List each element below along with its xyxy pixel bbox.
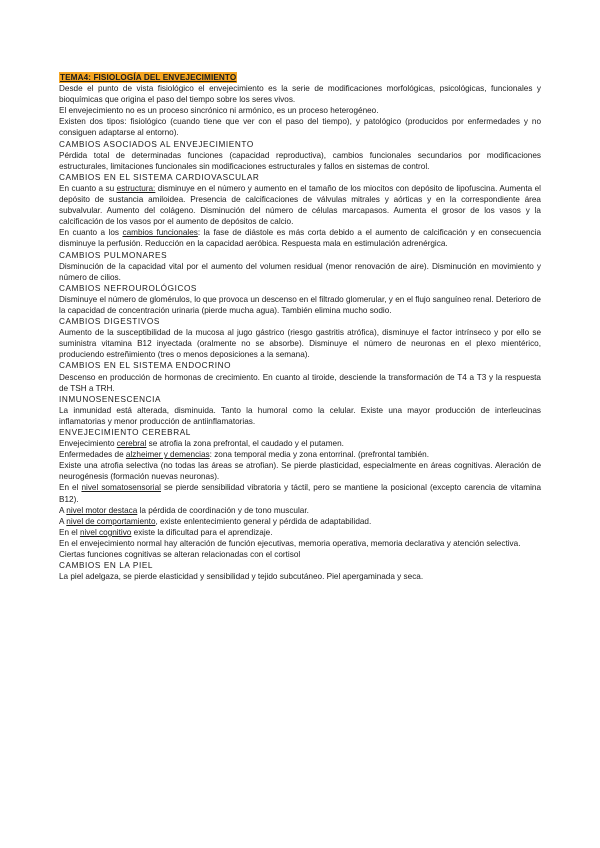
paragraph: Desde el punto de vista fisiológico el envejecimiento es la serie de modificaciones morfológicas, psicológicas, funcionales y bioquímicas que origina el paso del tiempo sobre los seres vivos. — [59, 84, 541, 105]
underlined-term: cambios funcionales — [122, 228, 198, 238]
paragraph: Aumento de la susceptibilidad de la mucosa al jugo gástrico (riesgo gastritis atrófica), disminuye el factor intrínseco y por ello se suministra vitamina B12 inyectada (oralmente no se absorbe). Disminuye el número de neuronas en el plexo mientérico, produciendo estreñimiento (tres o menos deposiciones a la semana). — [59, 328, 541, 360]
paragraph-text: existe la dificultad para el aprendizaje. — [131, 527, 273, 537]
paragraph-text: En el — [59, 527, 80, 537]
paragraph: La inmunidad está alterada, disminuida. Tanto la humoral como la celular. Existe una mayor producción de interleucinas inflamatorias y menor producción de antiinflamatorias. — [59, 405, 541, 426]
document-body — [59, 83, 541, 582]
paragraph: El envejecimiento no es un proceso sincrónico ni armónico, es un proceso heterogéneo. — [59, 106, 379, 116]
paragraph-text: disminuye en el número y aumento en el tamaño de los miocitos con depósito de lipofuscina. Aumenta el depósito de sustancia amiloidea. Presencia de calcificaciones de válvulas mitrales y aórticas y en la correspondiente área subvalvular. Aumento del colágeno. Disminución del número de células marcapasos. Aumenta el grosor de los vasos y la calcificación de los vasos por el aumento de depósitos de calcio. — [59, 183, 541, 227]
paragraph — [59, 438, 541, 449]
section-heading: CAMBIOS DIGESTIVOS — [59, 317, 160, 327]
document-title: TEMA4: FISIOLOGÍA DEL ENVEJECIMIENTO — [60, 73, 237, 82]
paragraph: Descenso en producción de hormonas de crecimiento. En cuanto al tiroide, desciende la transformación de T4 a T3 y la respuesta de TSH a TRH. — [59, 372, 541, 393]
paragraph: Disminuye el número de glomérulos, lo que provoca un descenso en el filtrado glomerular, y en el flujo sanguíneo renal. Deterioro de la capacidad de concentración urinaria (pierde mucha agua). También elimina mucho sodio. — [59, 294, 541, 315]
section-heading: CAMBIOS EN EL SISTEMA ENDOCRINO — [59, 361, 232, 371]
section-heading: CAMBIOS EN EL SISTEMA CARDIOVASCULAR — [59, 172, 260, 182]
paragraph: Disminución de la capacidad vital por el aumento del volumen residual (menor renovación de aire). Disminución en movimiento y número de cilios. — [59, 261, 541, 282]
paragraph-text: , existe enlentecimiento general y pérdida de adaptabilidad. — [155, 516, 372, 526]
paragraph: En el envejecimiento normal hay alteración de función ejecutivas, memoria operativa, memoria declarativa y atención selectiva. — [59, 538, 521, 548]
paragraph-text: la pérdida de coordinación y de tono muscular. — [137, 505, 309, 515]
section-heading: CAMBIOS ASOCIADOS AL ENVEJECIMIENTO — [59, 139, 254, 149]
paragraph-text: A — [59, 505, 67, 515]
paragraph — [59, 482, 541, 504]
paragraph-text: se pierde sensibilidad vibratoria y táctil, pero se mantiene la posicional (excepto carencia de vitamina B12). — [59, 483, 542, 504]
paragraph-text: se atrofia la zona prefrontal, el caudado y el putamen. — [146, 439, 344, 449]
underlined-term: nivel somatosensorial — [81, 483, 161, 493]
underlined-term: nivel motor destaca — [66, 505, 138, 515]
underlined-term: cerebral — [116, 439, 147, 449]
paragraph-text: A — [59, 516, 67, 526]
underlined-term: nivel cognitivo — [79, 527, 132, 537]
paragraph: La piel adelgaza, se pierde elasticidad y sensibilidad y tejido subcutáneo. Piel apergaminada y seca. — [59, 572, 424, 582]
paragraph-text: : la fase de diástole es más corta debido a el aumento de calcificación y en consecuencia disminuye la perfusión. Reducción en la capacidad aeróbica. Respuesta mala en estimulación adrenérgica. — [59, 228, 542, 249]
paragraph — [59, 183, 541, 227]
paragraph-text: En cuanto a los — [59, 228, 123, 238]
section-heading: CAMBIOS PULMONARES — [59, 250, 168, 260]
paragraph-text: En el — [59, 483, 82, 493]
section-heading: CAMBIOS NEFROUROLÓGICOS — [59, 283, 197, 293]
section-heading: INMUNOSENESCENCIA — [59, 394, 162, 404]
paragraph-text: En cuanto a su — [59, 183, 117, 193]
paragraph: Existen dos tipos: fisiológico (cuando tiene que ver con el paso del tiempo), y patológico (producidos por enfermedades y no consiguen adaptarse al entorno). — [59, 117, 541, 138]
underlined-term: nivel de comportamiento — [66, 516, 156, 526]
paragraph-text: : zona temporal media y zona entorrinal. (prefrontal también. — [209, 450, 430, 460]
paragraph-text: Envejecimiento — [59, 439, 117, 449]
paragraph-text: Enfermedades de — [59, 450, 126, 460]
section-heading: CAMBIOS EN LA PIEL — [59, 561, 154, 571]
underlined-term: estructura: — [116, 183, 156, 193]
underlined-term: alzheimer y demencias — [125, 450, 210, 460]
paragraph — [59, 516, 541, 527]
section-heading: ENVEJECIMIENTO CEREBRAL — [59, 428, 191, 437]
paragraph: Pérdida total de determinadas funciones (capacidad reproductiva), cambios funcionales secundarios por modificaciones estructurales, limitaciones funcionales sin modificaciones estructurales y fallos en sistemas de control. — [59, 150, 541, 171]
paragraph: Existe una atrofia selectiva (no todas las áreas se atrofian). Se pierde plasticidad, especialmente en áreas cognitivas. Aleración de neurogénesis (formación nuevas neuronas). — [59, 461, 541, 482]
paragraph — [59, 527, 541, 538]
paragraph: Ciertas funciones cognitivas se alteran relacionadas con el cortisol — [59, 550, 301, 560]
paragraph — [59, 227, 541, 249]
paragraph — [59, 449, 541, 460]
paragraph — [59, 505, 541, 516]
